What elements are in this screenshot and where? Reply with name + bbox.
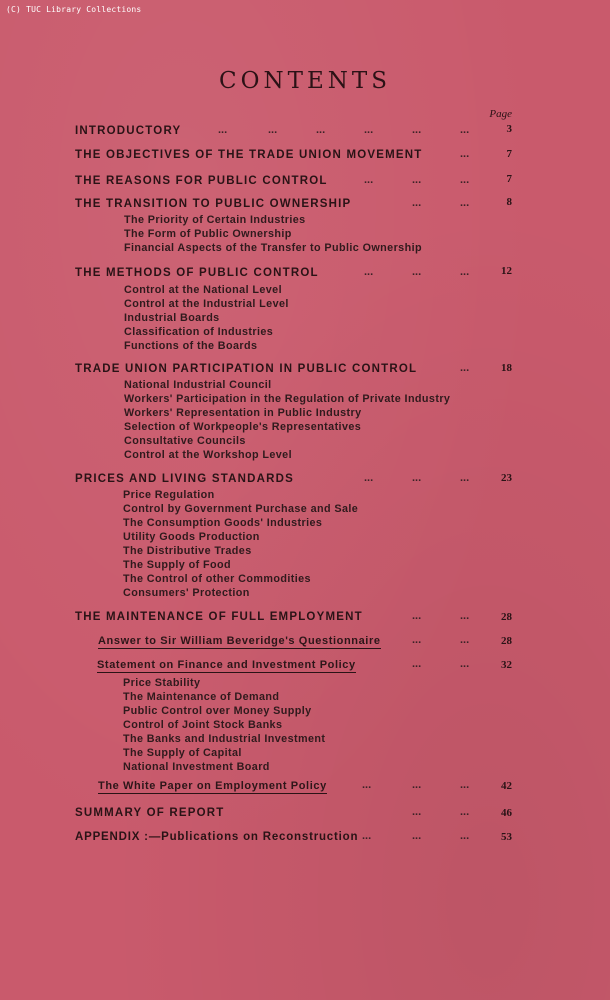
toc-subitem: The Supply of Food — [123, 559, 231, 571]
page-number: 32 — [501, 659, 512, 671]
toc-entry-prices[interactable]: PRICES AND LIVING STANDARDS — [75, 473, 294, 485]
leader-dots: ... — [460, 472, 470, 484]
page-number: 8 — [506, 196, 512, 208]
page-number: 7 — [506, 173, 512, 185]
leader-dots: ... — [412, 610, 422, 622]
leader-dots: ... — [412, 174, 422, 186]
page-number: 12 — [501, 265, 512, 277]
toc-entry-transition[interactable]: THE TRANSITION TO PUBLIC OWNERSHIP — [75, 198, 352, 210]
subsection-title: The White Paper on Employment Policy — [98, 780, 327, 792]
toc-entry-methods[interactable]: THE METHODS OF PUBLIC CONTROL — [75, 267, 319, 279]
toc-subitem: Control at the National Level — [124, 284, 282, 296]
toc-subitem: Selection of Workpeople's Representatives — [124, 421, 362, 433]
leader-dots: ... — [412, 830, 422, 842]
toc-entry-white-paper[interactable] — [98, 779, 327, 793]
toc-subitem: Price Stability — [123, 677, 201, 689]
subsection-title: Answer to Sir William Beveridge's Questionnaire — [98, 635, 381, 647]
toc-subitem: Control at the Industrial Level — [124, 298, 289, 310]
toc-subitem: Control by Government Purchase and Sale — [123, 503, 359, 515]
toc-subitem: The Supply of Capital — [123, 747, 242, 759]
leader-dots: ... — [460, 174, 470, 186]
leader-dots: ... — [316, 124, 326, 136]
page-number: 53 — [501, 831, 512, 843]
leader-dots: ... — [460, 148, 470, 160]
toc-entry-participation[interactable]: TRADE UNION PARTICIPATION IN PUBLIC CONTROL — [75, 363, 418, 375]
leader-dots: ... — [412, 472, 422, 484]
toc-entry-reasons[interactable]: THE REASONS FOR PUBLIC CONTROL — [75, 175, 328, 187]
toc-entry-appendix[interactable]: APPENDIX :—Publications on Reconstruction — [75, 831, 359, 843]
leader-dots: ... — [268, 124, 278, 136]
toc-subitem: Utility Goods Production — [123, 531, 260, 543]
toc-entry-beveridge-answer[interactable] — [98, 634, 381, 648]
page-number: 42 — [501, 780, 512, 792]
leader-dots: ... — [412, 634, 422, 646]
toc-subitem: Price Regulation — [123, 489, 215, 501]
leader-dots: ... — [412, 806, 422, 818]
toc-entry-summary[interactable]: SUMMARY OF REPORT — [75, 807, 225, 819]
toc-subitem: Workers' Participation in the Regulation of Private Industry — [124, 393, 451, 405]
page-title: CONTENTS — [219, 68, 391, 94]
page-column-header: Page — [489, 108, 512, 120]
leader-dots: ... — [460, 779, 470, 791]
leader-dots: ... — [412, 658, 422, 670]
toc-subitem: Consultative Councils — [124, 435, 246, 447]
toc-entry-finance-statement[interactable] — [97, 658, 356, 672]
toc-subitem: Public Control over Money Supply — [123, 705, 312, 717]
leader-dots: ... — [364, 472, 374, 484]
leader-dots: ... — [460, 634, 470, 646]
leader-dots: ... — [460, 362, 470, 374]
page-number: 46 — [501, 807, 512, 819]
toc-entry-introductory[interactable]: INTRODUCTORY — [75, 125, 182, 137]
leader-dots: ... — [460, 610, 470, 622]
leader-dots: ... — [364, 124, 374, 136]
leader-dots: ... — [412, 197, 422, 209]
leader-dots: ... — [364, 266, 374, 278]
toc-subitem: Control at the Workshop Level — [124, 449, 292, 461]
toc-subitem: The Distributive Trades — [123, 545, 252, 557]
toc-subitem: Consumers' Protection — [123, 587, 250, 599]
leader-dots: ... — [362, 779, 372, 791]
toc-subitem: Control of Joint Stock Banks — [123, 719, 283, 731]
leader-dots: ... — [412, 779, 422, 791]
leader-dots: ... — [412, 266, 422, 278]
toc-entry-employment[interactable]: THE MAINTENANCE OF FULL EMPLOYMENT — [75, 611, 363, 623]
toc-subitem: National Industrial Council — [124, 379, 272, 391]
toc-subitem: Workers' Representation in Public Industry — [124, 407, 362, 419]
toc-subitem: Functions of the Boards — [124, 340, 258, 352]
subsection-title: Statement on Finance and Investment Policy — [97, 659, 356, 671]
toc-subitem: Financial Aspects of the Transfer to Public Ownership — [124, 242, 422, 254]
page-number: 7 — [506, 148, 512, 160]
toc-subitem: The Maintenance of Demand — [123, 691, 280, 703]
toc-subitem: The Form of Public Ownership — [124, 228, 292, 240]
toc-subitem: The Consumption Goods' Industries — [123, 517, 323, 529]
page-number: 23 — [501, 472, 512, 484]
leader-dots: ... — [460, 658, 470, 670]
leader-dots: ... — [460, 124, 470, 136]
watermark: (C) TUC Library Collections — [6, 5, 142, 14]
page-number: 28 — [501, 611, 512, 623]
leader-dots: ... — [460, 266, 470, 278]
leader-dots: ... — [218, 124, 228, 136]
toc-entry-objectives[interactable]: THE OBJECTIVES OF THE TRADE UNION MOVEMENT — [75, 149, 423, 161]
page-number: 3 — [506, 123, 512, 135]
toc-subitem: The Priority of Certain Industries — [124, 214, 306, 226]
leader-dots: ... — [460, 806, 470, 818]
toc-subitem: The Control of other Commodities — [123, 573, 311, 585]
leader-dots: ... — [460, 197, 470, 209]
toc-subitem: Industrial Boards — [124, 312, 220, 324]
leader-dots: ... — [364, 174, 374, 186]
leader-dots: ... — [362, 830, 372, 842]
toc-subitem: The Banks and Industrial Investment — [123, 733, 326, 745]
leader-dots: ... — [412, 124, 422, 136]
page-number: 28 — [501, 635, 512, 647]
leader-dots: ... — [460, 830, 470, 842]
toc-subitem: National Investment Board — [123, 761, 270, 773]
toc-subitem: Classification of Industries — [124, 326, 274, 338]
page-number: 18 — [501, 362, 512, 374]
